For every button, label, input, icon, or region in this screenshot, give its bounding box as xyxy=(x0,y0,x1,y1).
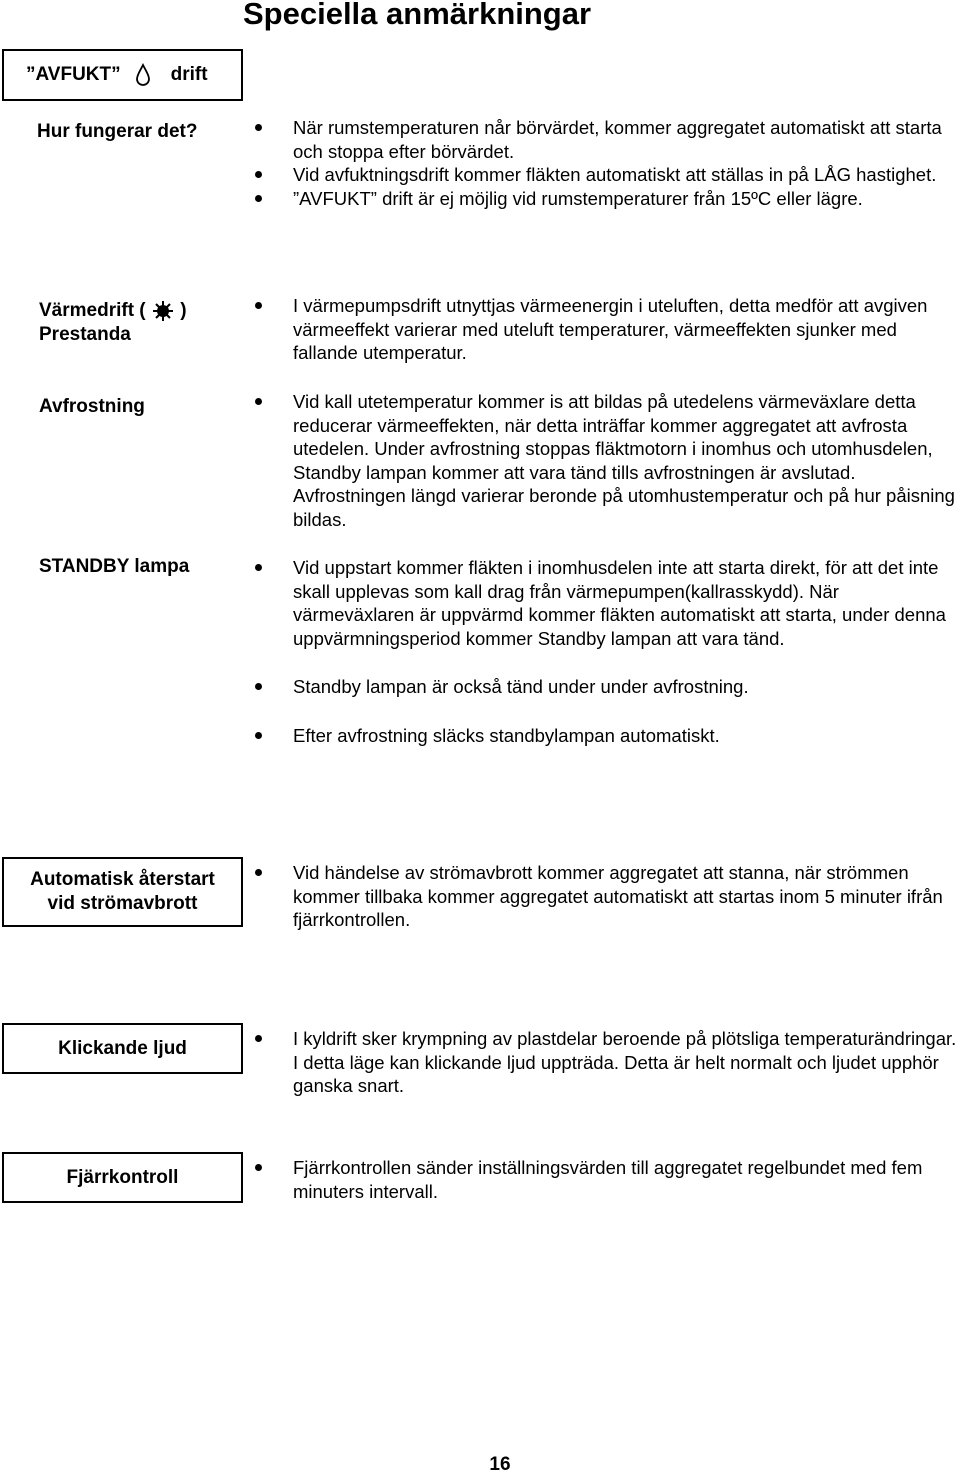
list-item: Vid händelse av strömavbrott kommer aggregatet att stanna, när strömmen kommer tillbaka kommer aggregatet automatiskt att startas inom 5 minuter ifrån fjärrkontrollen. xyxy=(255,861,960,932)
water-drop-icon xyxy=(135,63,151,87)
automatisk-aterstart-box xyxy=(2,857,243,927)
prestanda-label: Prestanda xyxy=(39,324,131,345)
list-item: ”AVFUKT” drift är ej möjlig vid rumstemperaturer från 15ºC eller lägre. xyxy=(255,187,960,211)
list-item: I kyldrift sker krympning av plastdelar beroende på plötsliga temperaturändringar. I detta läge kan klickande ljud uppträda. Detta är helt normalt och ljudet upphör ganska snart. xyxy=(255,1027,960,1098)
list-item: I värmepumpsdrift utnyttjas värmeenergin i uteluften, detta medför att avgiven värmeeffekt varierar med uteluft temperaturer, värmeeffekten sjunker med fallande utemperatur. xyxy=(255,294,960,365)
list-item: Vid uppstart kommer fläkten i inomhusdelen inte att starta direkt, för att det inte skall upplevas som kall drag från värmepumpen(kallrasskydd). När värmeväxlaren är uppvärmd kommer fläkten automatiskt att starta, under denna uppvärmningsperiod kommer Standby lampan att vara tänd. xyxy=(255,556,960,650)
aterstart-list xyxy=(255,861,960,932)
hur-fungerar-list xyxy=(255,116,960,210)
hur-fungerar-label: Hur fungerar det? xyxy=(37,121,198,142)
klickande-ljud-box xyxy=(2,1023,243,1074)
klickande-label: Klickande ljud xyxy=(58,1037,187,1059)
aterstart-label-line1: Automatisk återstart xyxy=(30,869,215,890)
list-item: Efter avfrostning släcks standbylampan automatiskt. xyxy=(255,724,960,748)
klickande-list xyxy=(255,1027,960,1098)
list-item: Fjärrkontrollen sänder inställningsvärden till aggregatet regelbundet med fem minuters intervall. xyxy=(255,1156,960,1203)
list-item: Vid kall utetemperatur kommer is att bildas på utedelens värmeväxlare detta reducerar värmeeffekten, när detta inträffar kommer aggregatet att avfrosta utedelen. Under avfrostning stoppas fläktmotorn i inomhus och utomhusdelen, Standby lampan kommer att vara tänd tills avfrostningen är avslutad. Avfrostningen längd varierar beronde på utomhustemperatur och på hur påisning bildas. xyxy=(255,390,960,531)
varmedrift-label xyxy=(39,299,187,347)
page-title: Speciella anmärkningar xyxy=(243,0,592,31)
avfrostning-label: Avfrostning xyxy=(39,396,145,417)
varmedrift-list xyxy=(255,294,960,365)
varmedrift-label-text: Värmedrift ( xyxy=(39,300,146,321)
aterstart-label-line2: vid strömavbrott xyxy=(47,893,198,914)
avfukt-label: ”AVFUKT” xyxy=(26,64,121,85)
fjarrkontroll-label: Fjärrkontroll xyxy=(66,1166,179,1188)
list-item: Vid avfuktningsdrift kommer fläkten automatiskt att ställas in på LÅG hastighet. xyxy=(255,163,960,187)
list-item: När rumstemperaturen når börvärdet, kommer aggregatet automatiskt att starta och stoppa efter börvärdet. xyxy=(255,116,960,163)
fjarrkontroll-list xyxy=(255,1156,960,1203)
sun-icon xyxy=(152,300,179,321)
standby-label: STANDBY lampa xyxy=(39,556,190,577)
list-item: Standby lampan är också tänd under under avfrostning. xyxy=(255,675,960,699)
page-number: 16 xyxy=(489,1454,511,1475)
standby-list xyxy=(255,556,960,747)
avfukt-mode-box xyxy=(2,49,243,101)
varmedrift-label-close: ) xyxy=(180,300,187,321)
avfukt-drift-label: drift xyxy=(170,64,208,85)
fjarrkontroll-box xyxy=(2,1152,243,1203)
avfrostning-list xyxy=(255,390,960,531)
